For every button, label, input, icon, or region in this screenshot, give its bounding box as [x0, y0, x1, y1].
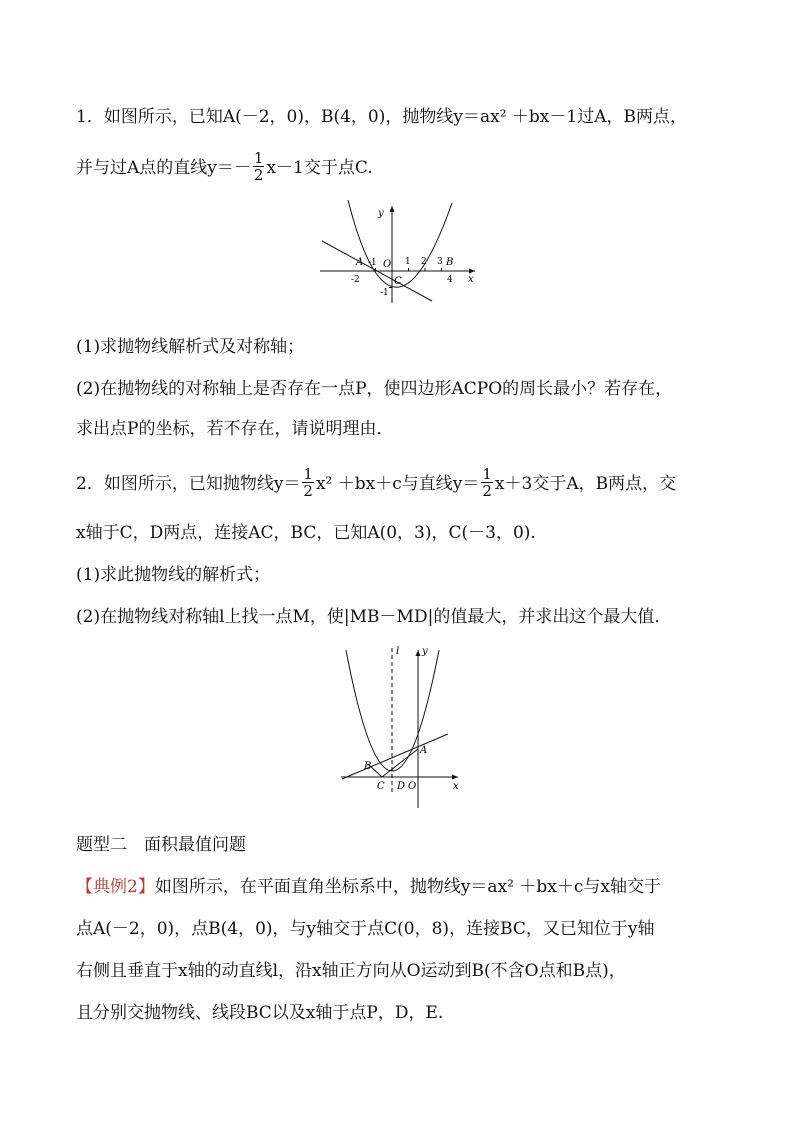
q1-parabola	[348, 200, 452, 287]
q1-line2-pre: 并与过A点的直线y＝－	[76, 158, 251, 178]
q1-line1: 1．如图所示，已知A(－2，0)，B(4，0)，抛物线y＝ax² ＋bx－1过A，B两点，	[76, 107, 687, 127]
ex2-line2: 点A(－2，0)，点B(4，0)，与y轴交于点C(0，8)，连接BC，又已知位于y轴	[76, 919, 655, 939]
q2-fig-l-label: l	[396, 646, 400, 657]
q2-line2: x轴于C，D两点，连接AC，BC，已知A(0，3)，C(－3，0).	[76, 523, 536, 543]
q1-fig-tick-m1: -1	[368, 258, 377, 268]
q2-fig-o-label: O	[408, 781, 417, 792]
q1-frac-den: 2	[253, 166, 264, 184]
q1-part1: (1)求抛物线解析式及对称轴；	[76, 337, 305, 357]
q1-figure	[310, 198, 490, 308]
q1-fig-y-label: y	[378, 208, 384, 219]
q2-frac2-den: 2	[482, 482, 492, 500]
ex2-line3: 右侧且垂直于x轴的动直线l，沿x轴正方向从O运动到B(不含O点和B点)，	[76, 961, 626, 981]
q1-frac-num: 1	[253, 149, 264, 167]
q1-fig-tick-ym1: -1	[380, 288, 389, 298]
q1-fig-c-label: C	[394, 276, 402, 287]
q1-fig-tick-2: 2	[421, 257, 427, 267]
q1-fraction	[253, 150, 265, 183]
q2-fig-c-label: C	[377, 781, 385, 792]
q1-part2-line1: (2)在抛物线的对称轴上是否存在一点P，使四边形ACPO的周长最小？若存在，	[76, 379, 673, 399]
section-title: 题型二 面积最值问题	[76, 835, 246, 855]
q1-fig-o-label: O	[383, 259, 392, 270]
q1-fig-x-label: x	[468, 274, 474, 285]
q2-fraction-1	[302, 466, 314, 499]
q1-line2-post: x－1交于点C.	[266, 158, 373, 178]
q2-part2: (2)在抛物线对称轴l上找一点M，使|MB－MD|的值最大，并求出这个最大值．	[76, 607, 672, 627]
q1-fig-a-label: A	[356, 257, 364, 268]
q2-figure	[336, 642, 466, 810]
q2-fraction-2	[481, 466, 493, 499]
q1-fig-b-label: B	[446, 257, 454, 268]
q2-line1	[76, 465, 677, 501]
ex2-line4: 且分别交抛物线、线段BC以及x轴于点P，D，E.	[76, 1003, 444, 1023]
q1-line2	[76, 149, 373, 185]
q2-fig-a-label: A	[420, 745, 428, 756]
q2-line1-mid: x² ＋bx＋c与直线y＝	[315, 474, 480, 494]
q1-fig-tick-m2: -2	[351, 275, 360, 285]
ex2-line1-text: 如图所示，在平面直角坐标系中，抛物线y＝ax² ＋bx＋c与x轴交于	[154, 877, 661, 897]
q2-fig-y-label: y	[422, 646, 428, 657]
q2-frac1-den: 2	[303, 482, 313, 500]
q2-line-ab	[342, 734, 448, 779]
q2-line1-post: x＋3交于A，B两点，交	[494, 474, 677, 494]
q1-fig-tick-4: 4	[447, 275, 453, 285]
q2-fig-x-label: x	[453, 781, 459, 792]
q2-part1: (1)求此抛物线的解析式；	[76, 565, 271, 585]
ex2-line1	[76, 876, 661, 898]
q2-frac1-num: 1	[303, 465, 313, 483]
q2-fig-d-label: D	[397, 781, 406, 792]
q1-fig-tick-1: 1	[405, 257, 411, 267]
q1-fig-tick-3: 3	[437, 257, 443, 267]
ex2-tag: 【典例2】	[76, 877, 155, 897]
q1-part2-line2: 求出点P的坐标，若不存在，请说明理由．	[76, 419, 394, 439]
q2-line1-pre: 2．如图所示，已知抛物线y＝	[76, 474, 301, 494]
q2-frac2-num: 1	[482, 465, 492, 483]
q2-fig-b-label: B	[364, 761, 372, 772]
